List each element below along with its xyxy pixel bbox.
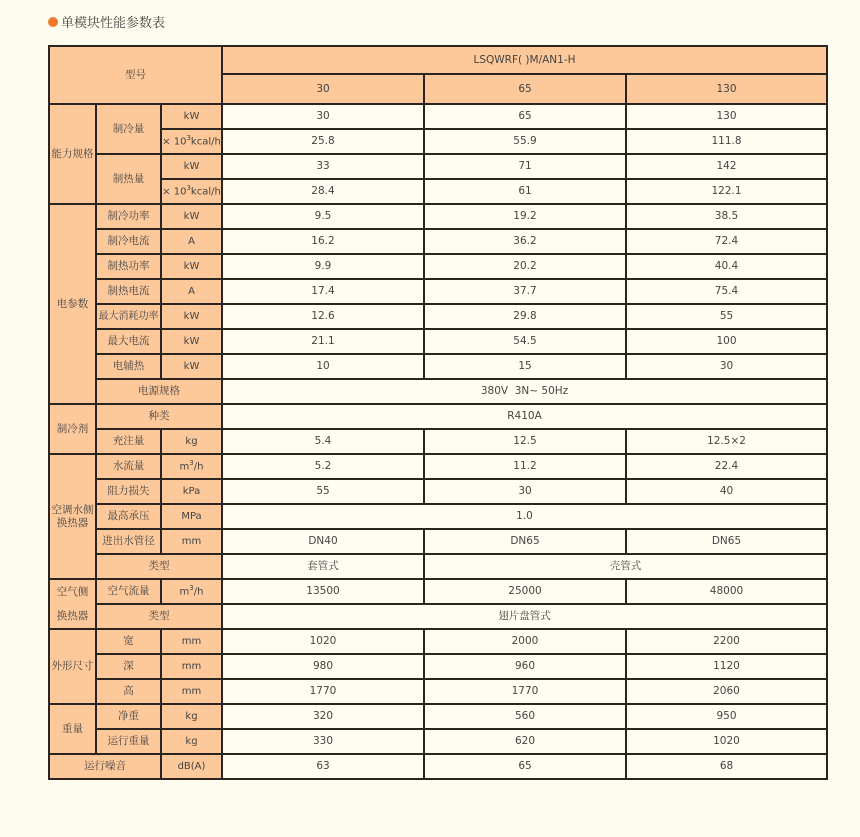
value-cell: 2000 xyxy=(424,629,626,654)
value-cell: DN40 xyxy=(222,529,424,554)
item-label: 制冷量 xyxy=(96,104,161,154)
section-title xyxy=(48,12,165,31)
value-cell: 25000 xyxy=(424,579,626,604)
value-cell: 21.1 xyxy=(222,329,424,354)
model-65: 65 xyxy=(424,74,626,104)
unit-label: kW xyxy=(161,304,222,329)
value-cell: 40.4 xyxy=(626,254,827,279)
unit-label: kPa xyxy=(161,479,222,504)
unit-label: kW xyxy=(161,354,222,379)
item-label: 制冷功率 xyxy=(96,204,161,229)
item-label: 类型 xyxy=(96,554,222,579)
item-label: 运行重量 xyxy=(96,729,161,754)
value-cell: 38.5 xyxy=(626,204,827,229)
section-title-text: 单模块性能参数表 xyxy=(61,16,166,31)
table-row xyxy=(49,504,827,529)
group-electrical: 电参数 xyxy=(49,204,96,404)
value-cell: 5.4 xyxy=(222,429,424,454)
value-cell: 48000 xyxy=(626,579,827,604)
table-row xyxy=(49,429,827,454)
value-cell: R410A xyxy=(222,404,827,429)
value-cell: 12.5×2 xyxy=(626,429,827,454)
item-label: 最大消耗功率 xyxy=(96,304,161,329)
value-cell: 55 xyxy=(222,479,424,504)
value-cell: 9.5 xyxy=(222,204,424,229)
unit-label: kg xyxy=(161,704,222,729)
value-cell: 36.2 xyxy=(424,229,626,254)
group-water-hx: 空调水侧换热器 xyxy=(49,454,96,579)
item-label: 深 xyxy=(96,654,161,679)
value-cell: 17.4 xyxy=(222,279,424,304)
table-row xyxy=(49,579,827,604)
item-label: 水流量 xyxy=(96,454,161,479)
value-cell: 122.1 xyxy=(626,179,827,204)
item-label: 最高承压 xyxy=(96,504,161,529)
value-cell: 1.0 xyxy=(222,504,827,529)
unit-label: $m^3/h$ xyxy=(161,454,222,479)
unit-label: MPa xyxy=(161,504,222,529)
value-cell: 套管式 xyxy=(222,554,424,579)
model-130: 130 xyxy=(626,74,827,104)
table-row xyxy=(49,529,827,554)
group-air-hx: 空气侧 xyxy=(49,579,96,604)
table-row xyxy=(49,729,827,754)
table-row xyxy=(49,479,827,504)
table-row xyxy=(49,604,827,629)
table-row xyxy=(49,279,827,304)
unit-label: kg xyxy=(161,429,222,454)
item-label: 电源规格 xyxy=(96,379,222,404)
item-label: 种类 xyxy=(96,404,222,429)
value-cell: DN65 xyxy=(626,529,827,554)
value-cell: 22.4 xyxy=(626,454,827,479)
value-cell: 1020 xyxy=(626,729,827,754)
value-cell: 12.5 xyxy=(424,429,626,454)
table-row xyxy=(49,204,827,229)
value-cell: 1770 xyxy=(424,679,626,704)
value-cell: 68 xyxy=(626,754,827,779)
table-row xyxy=(49,679,827,704)
model-label: 型号 xyxy=(49,46,222,104)
table-header-row xyxy=(49,46,827,74)
unit-label: mm xyxy=(161,654,222,679)
group-air-hx: 换热器 xyxy=(49,604,96,629)
model-series: LSQWRF( )M/AN1-H xyxy=(222,46,827,74)
table-row xyxy=(49,379,827,404)
item-label: 净重 xyxy=(96,704,161,729)
group-capacity: 能力规格 xyxy=(49,104,96,204)
item-label: 制冷电流 xyxy=(96,229,161,254)
item-label: 类型 xyxy=(96,604,222,629)
item-label: 空气流量 xyxy=(96,579,161,604)
table-row xyxy=(49,154,827,179)
table-row xyxy=(49,304,827,329)
item-label: 阻力损失 xyxy=(96,479,161,504)
value-cell: 壳管式 xyxy=(424,554,827,579)
value-cell: 30 xyxy=(222,104,424,129)
group-dimensions: 外形尺寸 xyxy=(49,629,96,704)
value-cell: 10 xyxy=(222,354,424,379)
item-label: 宽 xyxy=(96,629,161,654)
item-label: 制热量 xyxy=(96,154,161,204)
value-cell: 2200 xyxy=(626,629,827,654)
value-cell: 111.8 xyxy=(626,129,827,154)
group-weight: 重量 xyxy=(49,704,96,754)
value-cell: 960 xyxy=(424,654,626,679)
value-cell: 72.4 xyxy=(626,229,827,254)
item-label: 运行噪音 xyxy=(49,754,161,779)
value-cell: 320 xyxy=(222,704,424,729)
value-cell: 2060 xyxy=(626,679,827,704)
table-row xyxy=(49,404,827,429)
table-row xyxy=(49,104,827,129)
table-row xyxy=(49,754,827,779)
value-cell: 950 xyxy=(626,704,827,729)
value-cell: 63 xyxy=(222,754,424,779)
unit-label: mm xyxy=(161,629,222,654)
table-row xyxy=(49,129,827,154)
model-30: 30 xyxy=(222,74,424,104)
value-cell: 620 xyxy=(424,729,626,754)
value-cell: 30 xyxy=(626,354,827,379)
unit-label: × $10^3kcal/h$ xyxy=(161,179,222,204)
value-cell: 5.2 xyxy=(222,454,424,479)
value-cell: 100 xyxy=(626,329,827,354)
item-label: 高 xyxy=(96,679,161,704)
value-cell: 142 xyxy=(626,154,827,179)
value-cell: 980 xyxy=(222,654,424,679)
item-label: 最大电流 xyxy=(96,329,161,354)
value-cell: 71 xyxy=(424,154,626,179)
table-row xyxy=(49,179,827,204)
value-cell: 13500 xyxy=(222,579,424,604)
table-row xyxy=(49,354,827,379)
value-cell: 29.8 xyxy=(424,304,626,329)
value-cell: 16.2 xyxy=(222,229,424,254)
item-label: 制热功率 xyxy=(96,254,161,279)
value-cell: 30 xyxy=(424,479,626,504)
unit-label: mm xyxy=(161,679,222,704)
table-row xyxy=(49,254,827,279)
group-refrigerant: 制冷剂 xyxy=(49,404,96,454)
table-row xyxy=(49,704,827,729)
value-cell: 1020 xyxy=(222,629,424,654)
value-cell: DN65 xyxy=(424,529,626,554)
table-row xyxy=(49,229,827,254)
value-cell: 20.2 xyxy=(424,254,626,279)
value-cell: 37.7 xyxy=(424,279,626,304)
value-cell: 12.6 xyxy=(222,304,424,329)
value-cell: 28.4 xyxy=(222,179,424,204)
unit-label: mm xyxy=(161,529,222,554)
value-cell: 55 xyxy=(626,304,827,329)
value-cell: 65 xyxy=(424,754,626,779)
table-row xyxy=(49,554,827,579)
value-cell: 130 xyxy=(626,104,827,129)
unit-label: kW xyxy=(161,154,222,179)
value-cell: 330 xyxy=(222,729,424,754)
unit-label: $m^3/h$ xyxy=(161,579,222,604)
value-cell: 40 xyxy=(626,479,827,504)
value-cell: 15 xyxy=(424,354,626,379)
item-label: 电辅热 xyxy=(96,354,161,379)
unit-label: kg xyxy=(161,729,222,754)
spec-table xyxy=(48,45,828,780)
bullet-dot-icon xyxy=(48,17,58,27)
value-cell: 19.2 xyxy=(424,204,626,229)
unit-label: kW xyxy=(161,204,222,229)
unit-label: kW xyxy=(161,329,222,354)
value-cell: 1770 xyxy=(222,679,424,704)
item-label: 充注量 xyxy=(96,429,161,454)
value-cell: 65 xyxy=(424,104,626,129)
unit-label: kW xyxy=(161,104,222,129)
unit-label: × $10^3kcal/h$ xyxy=(161,129,222,154)
unit-label: kW xyxy=(161,254,222,279)
value-cell: 9.9 xyxy=(222,254,424,279)
value-cell: 55.9 xyxy=(424,129,626,154)
item-label: 制热电流 xyxy=(96,279,161,304)
value-cell: 380V 3N~ 50Hz xyxy=(222,379,827,404)
unit-label: dB(A) xyxy=(161,754,222,779)
value-cell: 25.8 xyxy=(222,129,424,154)
value-cell: 1120 xyxy=(626,654,827,679)
value-cell: 61 xyxy=(424,179,626,204)
item-label: 进出水管径 xyxy=(96,529,161,554)
value-cell: 560 xyxy=(424,704,626,729)
value-cell: 33 xyxy=(222,154,424,179)
value-cell: 75.4 xyxy=(626,279,827,304)
value-cell: 11.2 xyxy=(424,454,626,479)
table-row xyxy=(49,629,827,654)
unit-label: A xyxy=(161,279,222,304)
table-row xyxy=(49,654,827,679)
table-row xyxy=(49,454,827,479)
value-cell: 54.5 xyxy=(424,329,626,354)
value-cell: 翅片盘管式 xyxy=(222,604,827,629)
table-row xyxy=(49,329,827,354)
unit-label: A xyxy=(161,229,222,254)
